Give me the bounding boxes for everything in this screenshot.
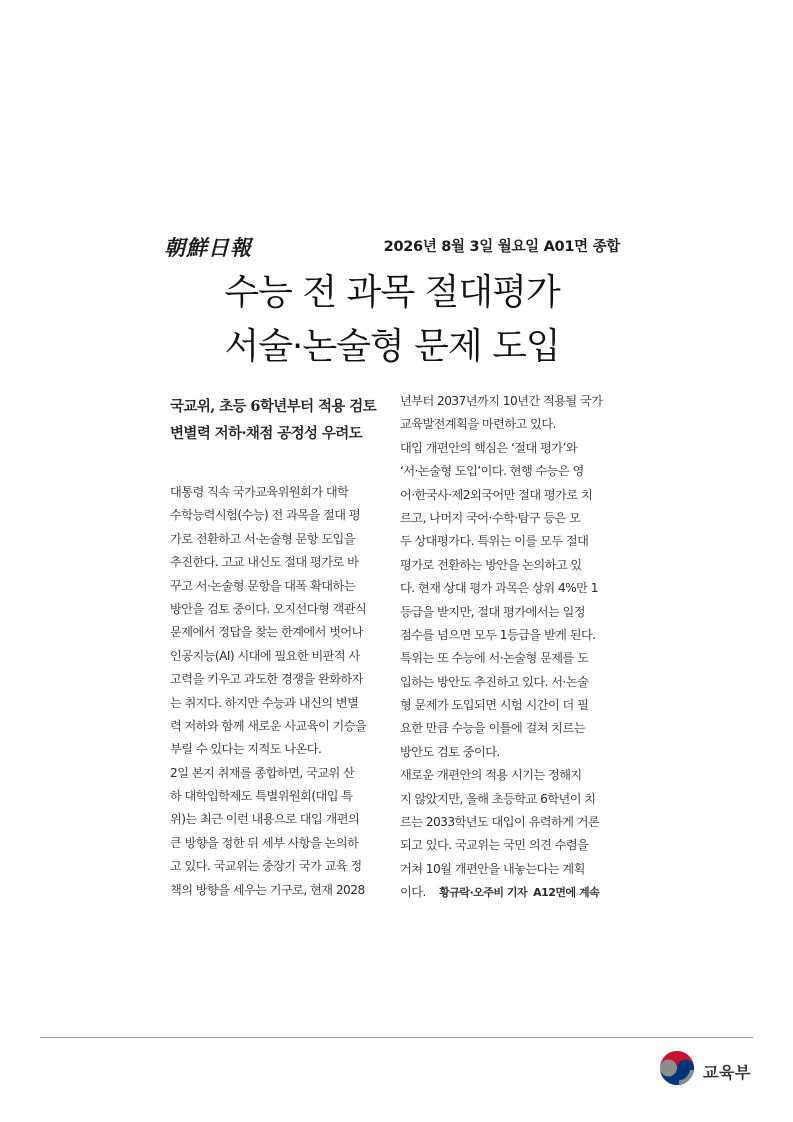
- masthead: [164, 232, 620, 260]
- article-last-line-text: 이다.: [400, 885, 426, 900]
- article-line: 다. 현재 상대 평가 과목은 상위 4%만 1: [400, 581, 598, 596]
- newspaper-name: 朝鮮日報: [164, 235, 252, 260]
- article-line: 특위는 또 수능에 서·논술형 문제를 도: [400, 651, 589, 666]
- article-line: 부릴 수 있다는 지적도 나온다.: [170, 742, 322, 757]
- article-line: 르는 2033학년도 대입이 유력하게 거론: [400, 815, 600, 830]
- article-line: 평가로 전환하는 방안을 논의하고 있: [400, 557, 582, 572]
- byline-reporters: 황규락·오주비 기자: [439, 886, 528, 900]
- article-line: 위)는 최근 이런 내용으로 대입 개편의: [170, 812, 360, 827]
- article-line: 새로운 개편안의 적용 시기는 정해지: [400, 768, 582, 783]
- article-line: 꾸고 서·논술형 문항을 대폭 확대하는: [170, 578, 355, 593]
- article-line: 점수를 넘으면 모두 1등급을 받게 된다.: [400, 627, 596, 642]
- article-line: 입하는 방안도 추진하고 있다. 서·논술: [400, 674, 589, 689]
- article-line: 방안을 검토 중이다. 오지선다형 객관식: [170, 601, 367, 616]
- article-last-line: [400, 881, 618, 904]
- article-line: 방안도 검토 중이다.: [400, 744, 500, 759]
- article-line: 는 취지다. 하지만 수능과 내신의 변별: [170, 695, 359, 710]
- article-line: 력 저하와 함께 새로운 사교육이 기승을: [170, 718, 367, 733]
- article-left-column: [170, 481, 388, 902]
- article-line: 고력을 키우고 과도한 경쟁을 완화하자: [170, 672, 363, 687]
- subheadline-line-2: 변별력 저하·채점 공정성 우려도: [170, 425, 363, 442]
- headline-line-2: 서술·논술형 문제 도입: [224, 326, 560, 367]
- article-line: 고 있다. 국교위는 중장기 국가 교육 정: [170, 859, 362, 874]
- article-line: 책의 방향을 세우는 기구로, 현재 2028: [170, 882, 365, 897]
- subheadline-line-1: 국교위, 초등 6학년부터 적용 검토: [170, 398, 377, 415]
- ministry-name: 교육부: [703, 1063, 751, 1082]
- article-line: 인공지능(AI) 시대에 필요한 비판적 사: [170, 648, 360, 663]
- article-line: 교육발전계획을 마련하고 있다.: [400, 417, 556, 432]
- article-line: 두 상대평가다. 특위는 이를 모두 절대: [400, 534, 589, 549]
- article-line: 대입 개편안의 핵심은 ‘절대 평가’와: [400, 440, 578, 455]
- article-line: 지 않았지만, 올해 초등학교 6학년이 치: [400, 791, 596, 806]
- article-line: 문제에서 정답을 찾는 한계에서 벗어나: [170, 625, 363, 640]
- article-line: 형 문제가 도입되면 시험 시간이 더 필: [400, 698, 589, 713]
- footer-divider: [40, 1037, 753, 1038]
- continuation-note: A12면에 계속: [533, 886, 600, 900]
- article-line: 하 대학입학제도 특별위원회(대입 특: [170, 789, 353, 804]
- article-line: 르고, 나머지 국어·수학·탐구 등은 모: [400, 510, 581, 525]
- article-line: 수학능력시험(수능) 전 과목을 절대 평: [170, 508, 361, 523]
- article-line: 요한 만큼 수능을 이틀에 걸쳐 치르는: [400, 721, 585, 736]
- issue-date-page: 2026년 8월 3일 월요일 A01면 종합: [383, 239, 620, 255]
- article-line: 등급을 받지만, 절대 평가에서는 일정: [400, 604, 585, 619]
- article-line: 어·한국사·제2외국어만 절대 평가로 치: [400, 487, 593, 502]
- article-line: 년부터 2037년까지 10년간 적용될 국가: [400, 394, 603, 408]
- article-line: 추진한다. 고교 내신도 절대 평가로 바: [170, 555, 359, 570]
- taegeuk-logo-icon: [657, 1048, 697, 1088]
- subheadline: [170, 393, 390, 447]
- article-line: 2일 본지 취재를 종합하면, 국교위 산: [170, 765, 355, 780]
- article-line: ‘서·논술형 도입’이다. 현행 수능은 영: [400, 464, 584, 479]
- article-line: 가로 전환하고 서·논술형 문항 도입을: [170, 531, 355, 546]
- byline: [439, 886, 599, 899]
- article-line: 거쳐 10월 개편안을 내놓는다는 계획: [400, 861, 585, 876]
- article-line: 되고 있다. 국교위는 국민 의견 수렴을: [400, 838, 589, 853]
- article-right-column: [400, 390, 618, 905]
- article-line: 큰 방향을 정한 뒤 세부 사항을 논의하: [170, 835, 359, 850]
- article-line: 대통령 직속 국가교육위원회가 대학: [170, 485, 349, 499]
- headline-line-1: 수능 전 과목 절대평가: [224, 272, 560, 313]
- ministry-logo: [657, 1048, 757, 1092]
